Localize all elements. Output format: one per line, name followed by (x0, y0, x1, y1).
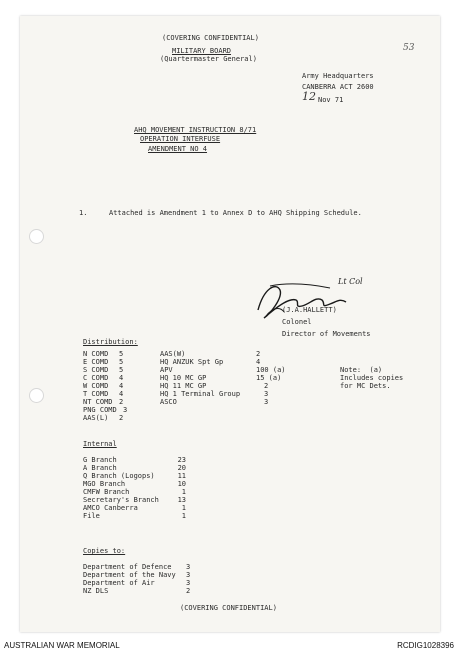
classification-bottom: (COVERING CONFIDENTIAL) (180, 604, 277, 612)
list-item: T COMD (83, 390, 109, 398)
qty: 100 (a) (256, 366, 286, 374)
title-line-2: OPERATION INTERFUSE (140, 135, 221, 143)
list-item: Department of the Navy (83, 571, 176, 579)
qty: 1 (181, 512, 186, 520)
qty: 2 (256, 350, 261, 358)
qty: 2 (186, 587, 191, 595)
list-item: HQ ANZUK Spt Gp (160, 358, 224, 366)
archive-footer (0, 636, 458, 654)
list-item: Department of Air (83, 579, 155, 587)
list-item: Department of Defence (83, 563, 172, 571)
punch-hole (29, 229, 44, 244)
list-item: AAS(W) (160, 350, 186, 358)
list-item: N COMD (83, 350, 109, 358)
copies-heading: Copies to: (83, 547, 126, 555)
list-item: NT COMD (83, 398, 113, 406)
copies-qty (186, 563, 196, 595)
org-sub: (Quartermaster General) (160, 55, 257, 63)
qty: 3 (123, 406, 128, 414)
para-number: 1. (79, 209, 88, 217)
qty: 4 (256, 358, 261, 366)
list-item: E COMD (83, 358, 109, 366)
qty: 2 (119, 414, 124, 422)
qty: 3 (264, 390, 269, 398)
qty: 3 (186, 579, 191, 587)
list-item: APV (160, 366, 173, 374)
qty: 5 (119, 366, 124, 374)
distribution-middle-qty (256, 350, 296, 406)
qty: 4 (119, 374, 124, 382)
list-item: Q Branch (Logops) (83, 472, 155, 480)
qty: 20 (177, 464, 186, 472)
list-item: S COMD (83, 366, 109, 374)
list-item: ASCO (160, 398, 177, 406)
qty: 1 (181, 488, 186, 496)
qty: 2 (264, 382, 269, 390)
distribution-middle-units (160, 350, 260, 406)
document-page (20, 16, 440, 632)
list-item: HQ 10 MC GP (160, 374, 207, 382)
distribution-left-qty (119, 350, 133, 422)
signer-rank: Colonel (282, 318, 312, 326)
para-text: Attached is Amendment 1 to Annex D to AHQ Shipping Schedule. (109, 209, 362, 217)
qty: 3 (186, 563, 191, 571)
hq-city: CANBERRA ACT 2600 (302, 83, 374, 91)
copies-units (83, 563, 193, 595)
qty: 23 (177, 456, 186, 464)
archive-name: AUSTRALIAN WAR MEMORIAL (4, 641, 120, 650)
list-item: HQ 11 MC GP (160, 382, 207, 390)
distribution-heading: Distribution: (83, 338, 138, 346)
qty: 11 (177, 472, 186, 480)
list-item: AMCO Canberra (83, 504, 138, 512)
handwritten-rank: Lt Col (338, 277, 363, 286)
signer-role: Director of Movements (282, 330, 371, 338)
list-item: NZ DLS (83, 587, 109, 595)
org-name: MILITARY BOARD (172, 47, 232, 55)
qty: 4 (119, 382, 124, 390)
signer-name: (J.A.HALLETT) (282, 306, 337, 314)
qty: 4 (119, 390, 124, 398)
hq-name: Army Headquarters (302, 72, 374, 80)
qty: 10 (177, 480, 186, 488)
list-item: W COMD (83, 382, 109, 390)
title-line-1: AHQ MOVEMENT INSTRUCTION 8/71 (134, 126, 257, 134)
qty: 1 (181, 504, 186, 512)
note-line: Includes copies (340, 374, 404, 382)
distribution-left-units (83, 350, 143, 422)
list-item: PNG COMD (83, 406, 117, 414)
list-item: C COMD (83, 374, 109, 382)
note-line: Note: (a) (340, 366, 383, 374)
distribution-note (340, 366, 430, 390)
note-line: for MC Dets. (340, 382, 391, 390)
archive-id: RCDIG1028396 (397, 641, 454, 650)
list-item: File (83, 512, 100, 520)
list-item: MGO Branch (83, 480, 126, 488)
qty: 3 (186, 571, 191, 579)
title-line-3: AMENDMENT NO 4 (148, 145, 208, 153)
internal-heading: Internal (83, 440, 117, 448)
qty: 5 (119, 350, 124, 358)
handwritten-day: 12 (302, 90, 316, 103)
qty: 15 (a) (256, 374, 282, 382)
list-item: CMFW Branch (83, 488, 130, 496)
list-item: G Branch (83, 456, 117, 464)
internal-qty (166, 456, 186, 520)
classification-top: (COVERING CONFIDENTIAL) (162, 34, 259, 42)
list-item: HQ 1 Terminal Group (160, 390, 241, 398)
signature-mark (250, 278, 390, 322)
list-item: Secretary's Branch (83, 496, 159, 504)
qty: 5 (119, 358, 124, 366)
list-item: A Branch (83, 464, 117, 472)
qty: 3 (264, 398, 269, 406)
list-item: AAS(L) (83, 414, 109, 422)
punch-hole (29, 388, 44, 403)
qty: 13 (177, 496, 186, 504)
qty: 2 (119, 398, 124, 406)
date: Nov 71 (318, 96, 344, 104)
page-number: 53 (403, 43, 415, 53)
